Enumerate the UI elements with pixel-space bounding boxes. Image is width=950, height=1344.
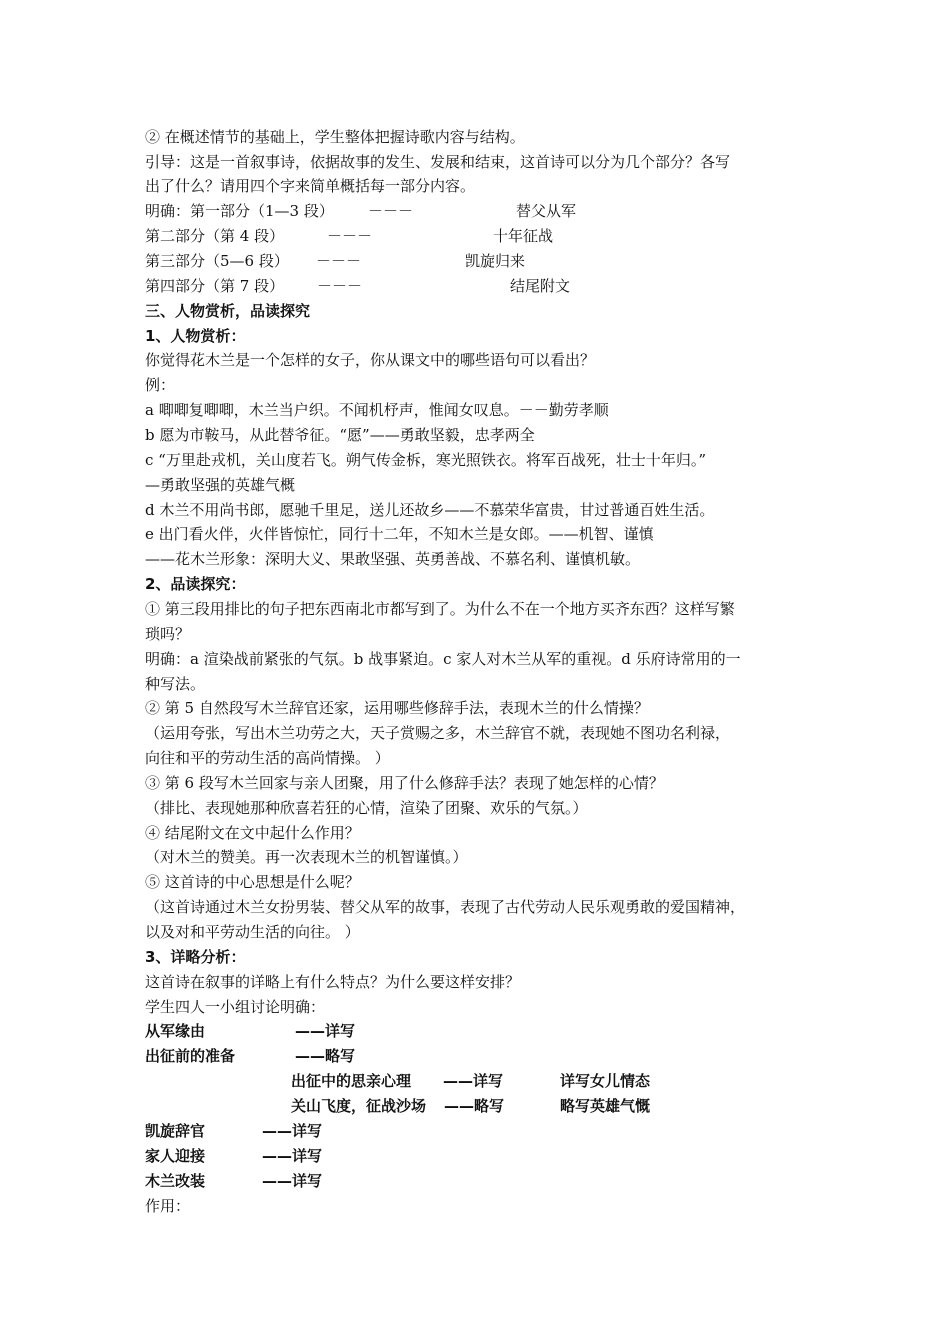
part-name: 明确：第一部分（1—3 段）: [145, 202, 334, 220]
text-line: ② 在概述情节的基础上，学生整体把握诗歌内容与结构。: [145, 128, 525, 146]
detail-label: 木兰改装: [145, 1172, 206, 1190]
text-line: （对木兰的赞美。再一次表现木兰的机智谨慎。）: [145, 848, 468, 866]
text-line: 作用：: [145, 1197, 191, 1215]
subsection-heading: 1、人物赏析：: [145, 327, 246, 345]
part-dash: －－－: [368, 202, 414, 220]
text-line: 以及对和平劳动生活的向往。 ）: [145, 923, 360, 941]
part-summary: 结尾附文: [510, 277, 571, 295]
part-summary: 凯旋归来: [465, 252, 526, 270]
text-line: d 木兰不用尚书郎，愿驰千里足，送儿还故乡——不慕荣华富贵，甘过普通百姓生活。: [145, 501, 715, 519]
text-line: （这首诗通过木兰女扮男装、替父从军的故事，表现了古代劳动人民乐观勇敢的爱国精神，: [145, 898, 746, 916]
text-line: 例：: [145, 376, 176, 394]
text-line: 琐吗？: [145, 625, 191, 643]
part-dash: －－－: [317, 277, 363, 295]
section-heading: 三、人物赏析，品读探究: [145, 302, 311, 320]
text-line: （运用夸张，写出木兰功劳之大，天子赏赐之多，木兰辞官不就，表现她不图功名利禄，: [145, 724, 731, 742]
text-line: ——花木兰形象：深明大义、果敢坚强、英勇善战、不慕名利、谨慎机敏。: [145, 550, 641, 568]
text-line: 引导：这是一首叙事诗，依据故事的发生、发展和结束，这首诗可以分为几个部分？各写: [145, 153, 731, 171]
detail-value: ——详写: [443, 1072, 504, 1090]
subsection-heading: 3、详略分析：: [145, 948, 246, 966]
text-line: ④ 结尾附文在文中起什么作用？: [145, 824, 360, 842]
part-dash: －－－: [327, 227, 373, 245]
text-line: 明确：a 渲染战前紧张的气氛。b 战事紧迫。c 家人对木兰从军的重视。d 乐府诗常用的一: [145, 650, 741, 668]
text-line: ③ 第 6 段写木兰回家与亲人团聚，用了什么修辞手法？表现了她怎样的心情？: [145, 774, 664, 792]
text-line: ① 第三段用排比的句子把东西南北市都写到了。为什么不在一个地方买齐东西？这样写繁: [145, 600, 735, 618]
text-line: 向往和平的劳动生活的高尚情操。 ）: [145, 749, 390, 767]
subsection-heading: 2、品读探究：: [145, 575, 246, 593]
part-dash: －－－: [316, 252, 362, 270]
text-line: ⑤ 这首诗的中心思想是什么呢？: [145, 873, 360, 891]
text-line: b 愿为市鞍马，从此替爷征。“愿”——勇敢坚毅，忠孝两全: [145, 426, 535, 444]
detail-value: ——详写: [262, 1172, 323, 1190]
detail-value: ——详写: [295, 1022, 356, 1040]
detail-label: 从军缘由: [145, 1022, 206, 1040]
text-line: 这首诗在叙事的详略上有什么特点？为什么要这样安排？: [145, 973, 521, 991]
text-line: 出了什么？请用四个字来简单概括每一部分内容。: [145, 177, 476, 195]
part-summary: 替父从军: [516, 202, 577, 220]
detail-label: 出征中的思亲心理: [291, 1072, 412, 1090]
text-line: 学生四人一小组讨论明确：: [145, 998, 326, 1016]
part-name: 第三部分（5—6 段）: [145, 252, 289, 270]
detail-value: ——略写: [295, 1047, 356, 1065]
part-summary: 十年征战: [493, 227, 554, 245]
detail-note: 略写英雄气慨: [560, 1097, 651, 1115]
detail-label: 出征前的准备: [145, 1047, 236, 1065]
detail-value: ——详写: [262, 1122, 323, 1140]
detail-label: 关山飞度，征战沙场: [291, 1097, 427, 1115]
part-name: 第四部分（第 7 段）: [145, 277, 285, 295]
text-line: 种写法。: [145, 675, 206, 693]
part-name: 第二部分（第 4 段）: [145, 227, 285, 245]
text-line: —勇敢坚强的英雄气概: [145, 476, 296, 494]
text-line: a 唧唧复唧唧，木兰当户织。不闻机杼声，惟闻女叹息。－－勤劳孝顺: [145, 401, 609, 419]
text-line: e 出门看火伴，火伴皆惊忙，同行十二年，不知木兰是女郎。——机智、谨慎: [145, 525, 654, 543]
text-line: ② 第 5 自然段写木兰辞官还家，运用哪些修辞手法，表现木兰的什么情操？: [145, 699, 649, 717]
detail-label: 凯旋辞官: [145, 1122, 206, 1140]
detail-label: 家人迎接: [145, 1147, 206, 1165]
detail-note: 详写女儿情态: [560, 1072, 651, 1090]
text-line: 你觉得花木兰是一个怎样的女子，你从课文中的哪些语句可以看出？: [145, 351, 596, 369]
text-line: c “万里赴戎机，关山度若飞。朔气传金柝，寒光照铁衣。将军百战死，壮士十年归。”: [145, 451, 707, 469]
detail-value: ——略写: [444, 1097, 505, 1115]
text-line: （排比、表现她那种欣喜若狂的心情，渲染了团聚、欢乐的气氛。）: [145, 799, 588, 817]
detail-value: ——详写: [262, 1147, 323, 1165]
